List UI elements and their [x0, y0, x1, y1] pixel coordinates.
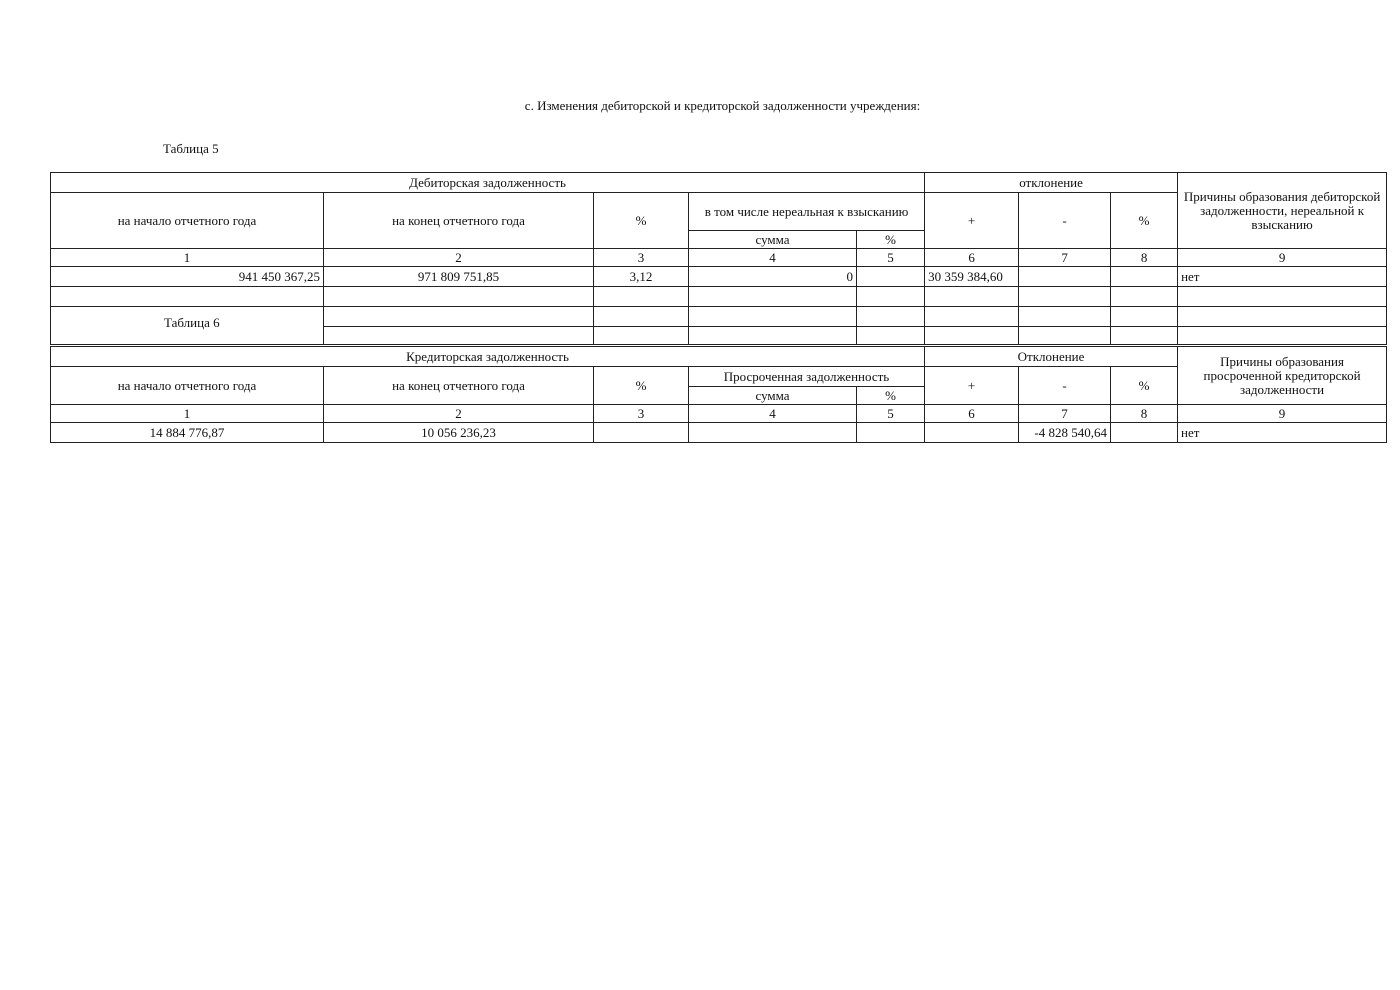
col-number: 7: [1019, 405, 1111, 423]
cell-percent: 3,12: [594, 267, 689, 287]
empty-row: [51, 287, 1387, 307]
cell-percent: [594, 423, 689, 443]
table5-caption: Таблица 5: [163, 141, 219, 156]
empty-row: [51, 327, 1387, 345]
col-number: 4: [689, 249, 857, 267]
col-number: 1: [51, 249, 324, 267]
table-row: [51, 423, 1387, 443]
col-percent: %: [594, 193, 689, 249]
cell-reason: нет: [1178, 423, 1387, 443]
cell-start-year: 14 884 776,87: [51, 423, 324, 443]
cell-sum-percent: [857, 423, 925, 443]
deviation-group-header: Отклонение: [925, 347, 1178, 367]
col-number: 3: [594, 249, 689, 267]
col-number: 6: [925, 249, 1019, 267]
col-sum-percent: %: [857, 387, 925, 405]
receivables-group-header: Дебиторская задолженность: [51, 173, 925, 193]
table6-caption: Таблица 6: [164, 315, 220, 330]
col-number: 3: [594, 405, 689, 423]
col-number: 9: [1178, 249, 1387, 267]
col-minus: -: [1019, 367, 1111, 405]
col-number: 7: [1019, 249, 1111, 267]
cell-deviation-percent: [1111, 423, 1178, 443]
cell-start-year: 941 450 367,25: [51, 267, 324, 287]
col-number: 9: [1178, 405, 1387, 423]
col-plus: +: [925, 193, 1019, 249]
column-number-row: [51, 405, 1387, 423]
col-sum: сумма: [689, 231, 857, 249]
cell-minus: -4 828 540,64: [1019, 423, 1111, 443]
col-overdue-group: Просроченная задолженность: [689, 367, 925, 387]
cell-plus: 30 359 384,60: [925, 267, 1019, 287]
cell-plus: [925, 423, 1019, 443]
col-number: 8: [1111, 405, 1178, 423]
cell-deviation-percent: [1111, 267, 1178, 287]
empty-row: [51, 307, 1387, 327]
col-number: 2: [324, 249, 594, 267]
col-number: 8: [1111, 249, 1178, 267]
cell-end-year: 10 056 236,23: [324, 423, 594, 443]
cell-end-year: 971 809 751,85: [324, 267, 594, 287]
deviation-group-header: отклонение: [925, 173, 1178, 193]
table-row: [51, 267, 1387, 287]
col-sum-percent: %: [857, 231, 925, 249]
col-minus: -: [1019, 193, 1111, 249]
col-percent: %: [594, 367, 689, 405]
receivables-table: [50, 172, 1387, 345]
col-number: 2: [324, 405, 594, 423]
cell-sum: 0: [689, 267, 857, 287]
col-number: 4: [689, 405, 857, 423]
cell-sum-percent: [857, 267, 925, 287]
reason-header: Причины образования просроченной кредиторской задолженности: [1178, 347, 1387, 405]
col-deviation-percent: %: [1111, 193, 1178, 249]
col-number: 5: [857, 249, 925, 267]
cell-sum: [689, 423, 857, 443]
col-start-year: на начало отчетного года: [51, 193, 324, 249]
col-number: 6: [925, 405, 1019, 423]
column-number-row: [51, 249, 1387, 267]
document-title: с. Изменения дебиторской и кредиторской задолженности учреждения:: [524, 98, 921, 113]
cell-minus: [1019, 267, 1111, 287]
col-deviation-percent: %: [1111, 367, 1178, 405]
col-start-year: на начало отчетного года: [51, 367, 324, 405]
col-number: 1: [51, 405, 324, 423]
reason-header: Причины образования дебиторской задолженности, нереальной к взысканию: [1178, 173, 1387, 249]
col-sum: сумма: [689, 387, 857, 405]
payables-group-header: Кредиторская задолженность: [51, 347, 925, 367]
cell-reason: нет: [1178, 267, 1387, 287]
col-end-year: на конец отчетного года: [324, 193, 594, 249]
col-uncollectible-group: в том числе нереальная к взысканию: [689, 193, 925, 231]
col-end-year: на конец отчетного года: [324, 367, 594, 405]
col-number: 5: [857, 405, 925, 423]
col-plus: +: [925, 367, 1019, 405]
payables-table: [50, 346, 1387, 443]
